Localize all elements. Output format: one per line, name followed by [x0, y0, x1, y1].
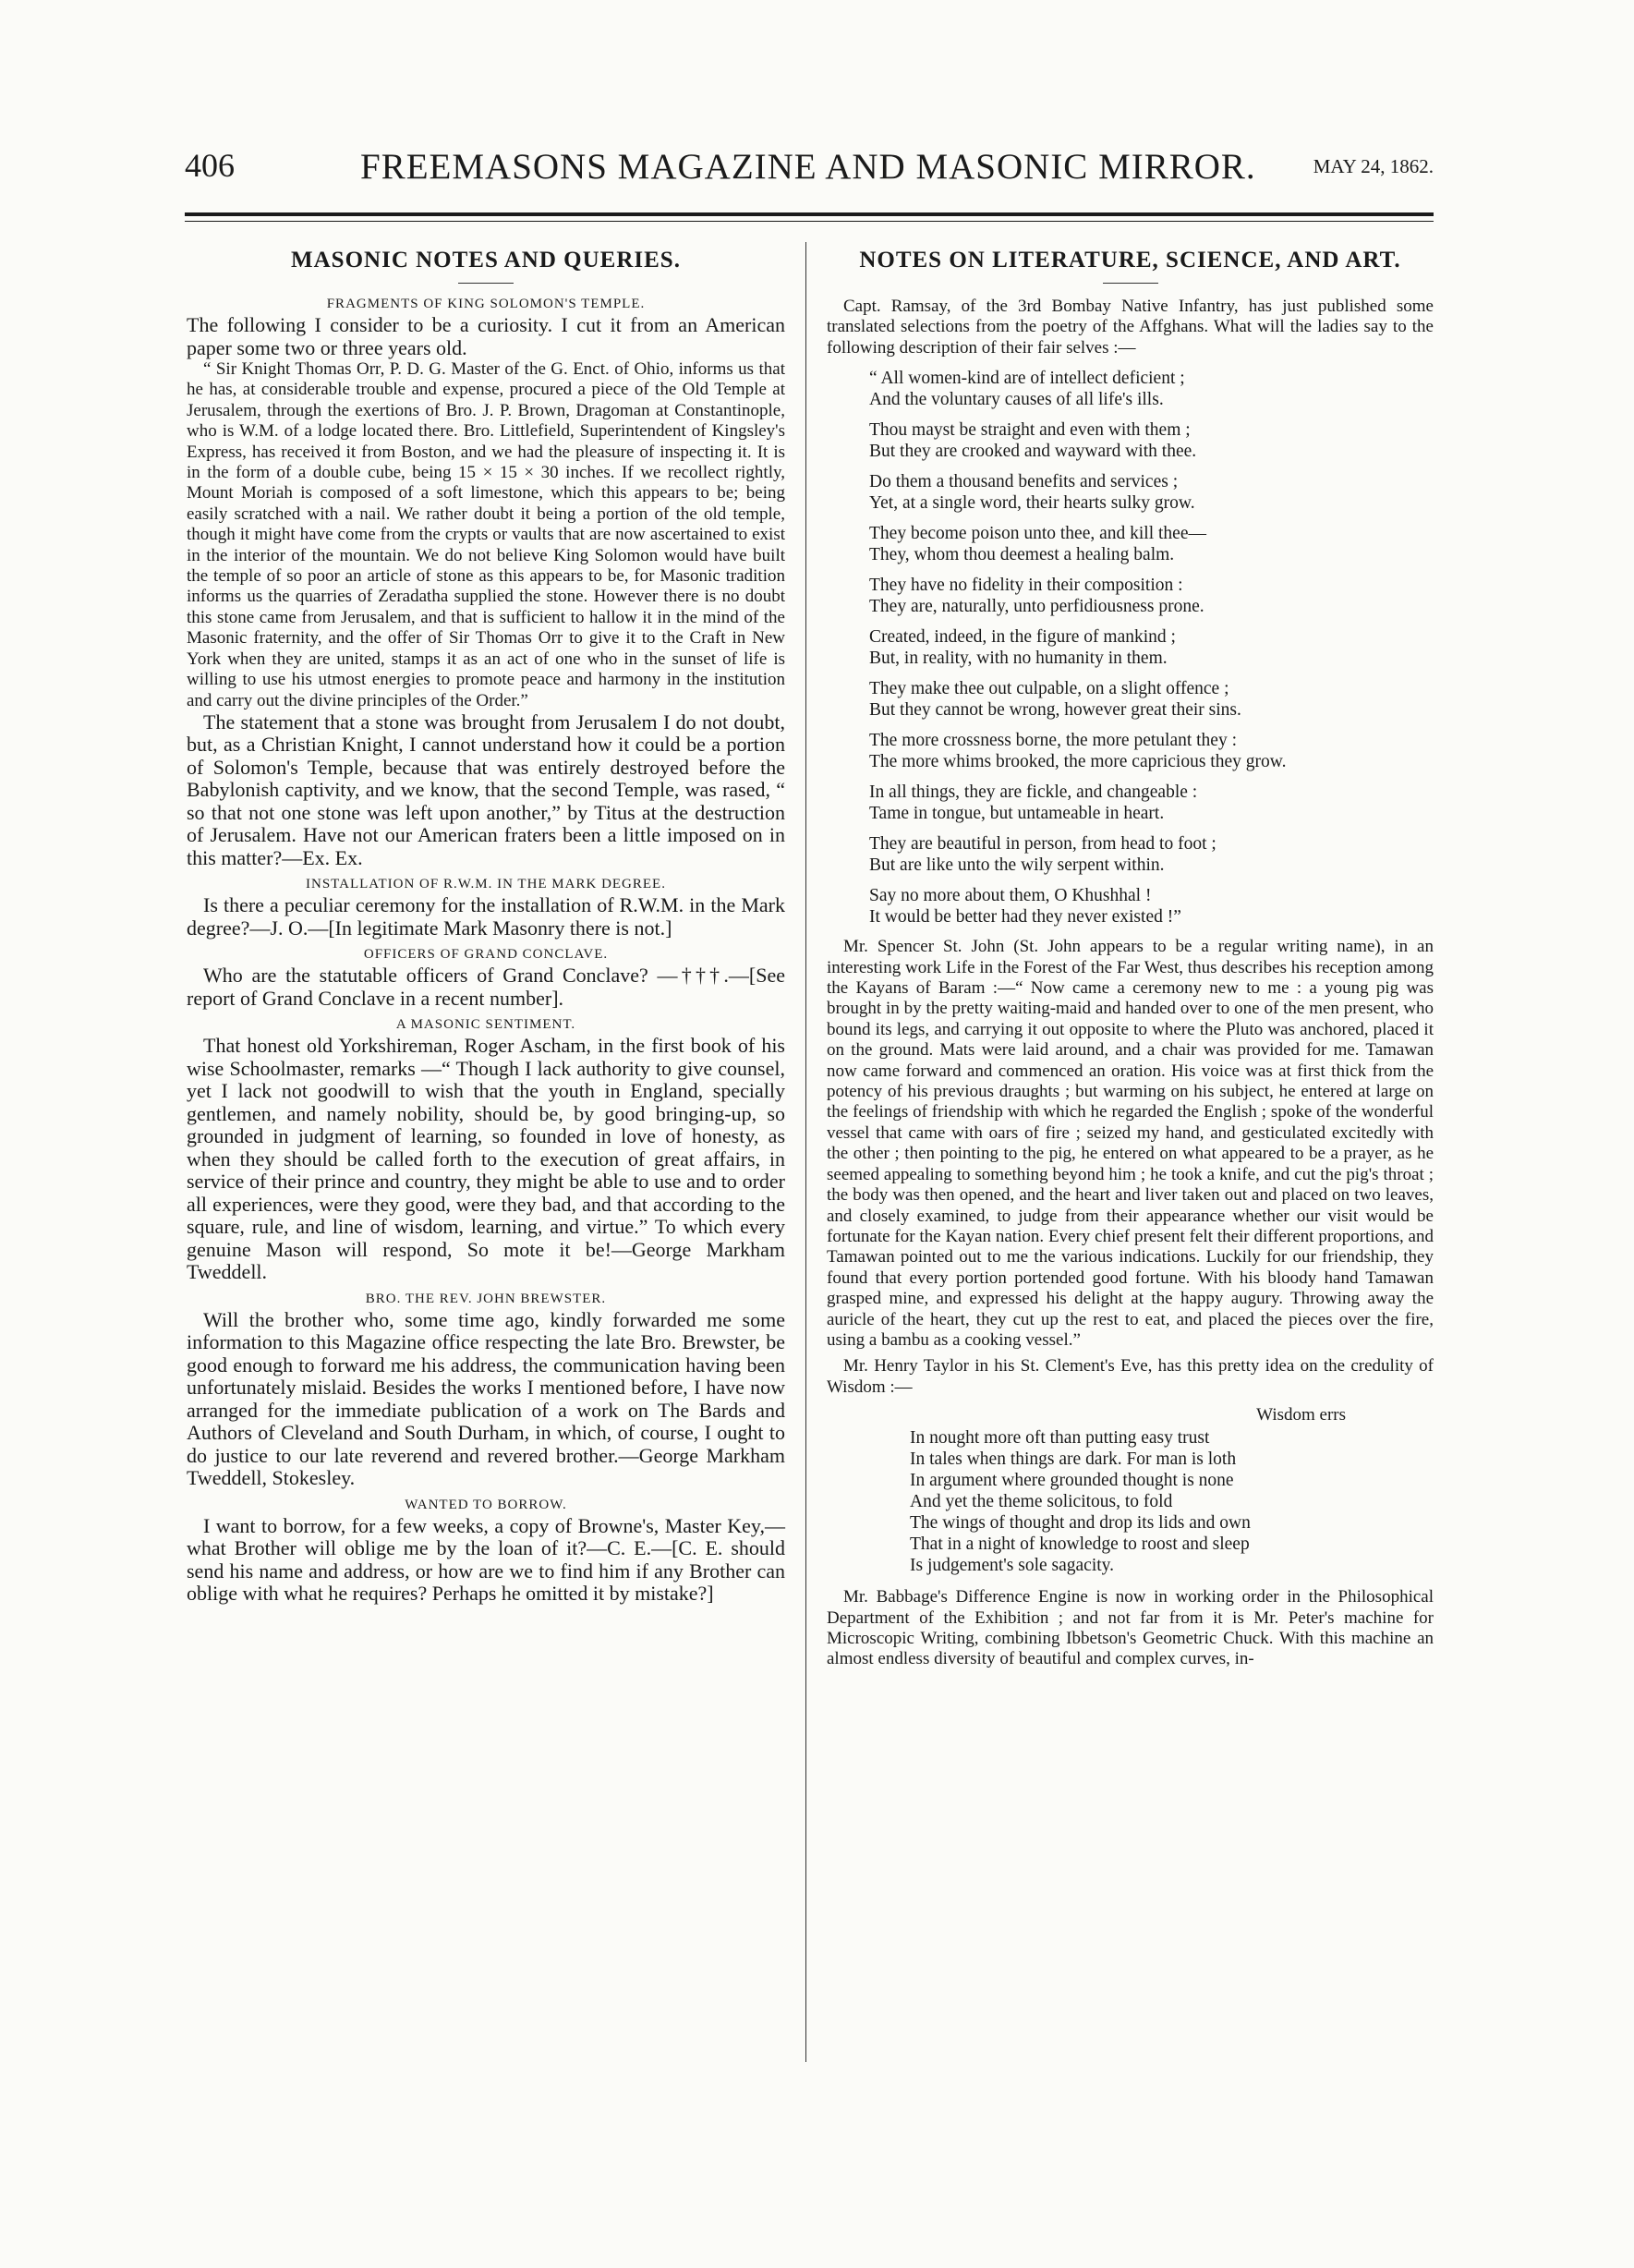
- article-king-solomons-temple: [187, 297, 785, 869]
- article-quote: “ Sir Knight Thomas Orr, P. D. G. Master of the G. Enct. of Ohio, informs us that he has, at considerable trouble and expense, procured a piece of the Old Temple at Jerusalem, through the exertions of Bro. J. P. Brown, Dragoman at Constantinople, who is W.M. of a lodge located there. Bro. Littlefield, Superintendent of Kingsley's Express, has received it from Boston, and we had the pleasure of inspecting it. It is in the form of a double cube, being 15 × 15 × 30 inches. If we recollect rightly, Mount Moriah is composed of a soft limestone, which this appears to be; being easily scratched with a nail. We rather doubt it being a portion of the old temple, though it might have come from the crypts or vaults that are now ascertained to exist in the interior of the mountain. We do not believe King Solomon would have built the temple of so poor an article of stone as this appears to be, for Masonic tradition informs us the quarries of Zeradatha supplied the stone. However there is no doubt this stone came from Jerusalem, and that is sufficient to hallow it in the mind of the Masonic fraternity, and the offer of Sir Thomas Orr to give it to the Craft in New York when they are united, stamps it as an act of one who in the sunset of life is willing to use his utmost energies to promote peace and harmony in the institution and carry out the divine principles of the Order.”: [187, 359, 785, 710]
- poem-line: Do them a thousand benefits and services ;: [869, 472, 1179, 492]
- article-paragraph: Will the brother who, some time ago, kindly forwarded me some information to this Magazine office respecting the late Bro. Brewster, be good enough to forward me his address, the communication having been unfortunately mislaid. Besides the works I mentioned before, I have now arranged for the immediate publication of a work on The Bards and Authors of Cleveland and South Durham, in which, of course, I ought to do justice to our late reverend and revered brother.—George Markham Tweddell, Stokesley.: [187, 1307, 785, 1490]
- poem-line: Created, indeed, in the figure of mankind ;: [869, 627, 1176, 648]
- poem-stanza: [869, 368, 1434, 410]
- page-header: [185, 146, 1434, 201]
- article-wanted-to-borrow: [187, 1498, 785, 1606]
- verse-line: In tales when things are dark. For man is loth: [910, 1449, 1237, 1470]
- article-heading: INSTALLATION OF R.W.M. IN THE MARK DEGREE.: [306, 877, 666, 892]
- wisdom-verse-head: Wisdom errs: [1256, 1405, 1346, 1425]
- verse-line: In nought more oft than putting easy trust: [910, 1428, 1210, 1449]
- poem-stanza: [869, 678, 1434, 721]
- article-masonic-sentiment: [187, 1017, 785, 1284]
- verse-line: In argument where grounded thought is none: [910, 1471, 1234, 1491]
- poem-stanza: [869, 782, 1434, 824]
- article-paragraph: Is there a peculiar ceremony for the installation of R.W.M. in the Mark degree?—J. O.—[In legitimate Mark Masonry there is not.]: [187, 893, 785, 940]
- article-heading: BRO. THE REV. JOHN BREWSTER.: [365, 1291, 607, 1306]
- poem-stanza: [869, 523, 1434, 565]
- poem-stanza: [869, 471, 1434, 514]
- poem-line: Say no more about them, O Khushhal !: [869, 886, 1152, 906]
- poem-line: Tame in tongue, but untameable in heart.: [869, 804, 1165, 824]
- left-column: [187, 248, 785, 1606]
- right-column: [827, 248, 1434, 1670]
- poem-line: The more crossness borne, the more petulant they :: [869, 731, 1238, 751]
- poem-line: “ All women-kind are of intellect deficient ;: [869, 369, 1185, 389]
- title-rule: [1103, 283, 1158, 284]
- article-grand-conclave: [187, 947, 785, 1010]
- article-john-brewster: [187, 1292, 785, 1490]
- article-heading: FRAGMENTS OF KING SOLOMON'S TEMPLE.: [326, 297, 646, 311]
- poem-stanza: [869, 575, 1434, 617]
- affghan-poem: [869, 368, 1434, 928]
- intro-paragraph: Capt. Ramsay, of the 3rd Bombay Native Infantry, has just published some translated selections from the poetry of the Affghans. What will the ladies say to the following description of their fair selves :—: [827, 297, 1434, 358]
- poem-line: But they cannot be wrong, however great their sins.: [869, 700, 1241, 721]
- poem-line: They, whom thou deemest a healing balm.: [869, 545, 1175, 565]
- page-number: 406: [185, 147, 235, 184]
- poem-line: It would be better had they never existed !”: [869, 907, 1181, 928]
- masthead-title: FREEMASONS MAGAZINE AND MASONIC MIRROR.: [360, 147, 1256, 187]
- babbage-paragraph: Mr. Babbage's Difference Engine is now in working order in the Philosophical Department of the Exhibition ; and not far from it is Mr. Peter's machine for Microscopic Writing, combining Ibbetson's Geometric Chuck. With this machine an almost endless diversity of beautiful and complex curves, in-: [827, 1587, 1434, 1669]
- poem-line: But are like unto the wily serpent within.: [869, 855, 1165, 876]
- header-rule-thin: [185, 221, 1434, 222]
- section-title-literature: NOTES ON LITERATURE, SCIENCE, AND ART.: [859, 248, 1401, 273]
- article-heading: WANTED TO BORROW.: [405, 1497, 567, 1512]
- poem-line: Yet, at a single word, their hearts sulky grow.: [869, 493, 1195, 514]
- header-rule-thick: [185, 212, 1434, 216]
- poem-line: But they are crooked and wayward with thee.: [869, 442, 1197, 462]
- poem-stanza: [869, 730, 1434, 772]
- column-divider: [805, 242, 806, 2062]
- stjohn-paragraph: Mr. Spencer St. John (St. John appears to be a regular writing name), in an interesting work Life in the Forest of the Far West, thus describes his reception among the Kayans of Baram :—“ Now came a ceremony new to me : a young pig was brought in by the pretty waiting-maid and handed over to one of the men present, who bound its legs, and carrying it out opposite to where the Pluto was anchored, placed it on the ground. Mats were laid around, and a chair was provided for me. Tamawan now came forward and commenced an oration. His voice was at first thick from the potency of his previous draughts ; but warming on his subject, he entered at large on the feelings of friendship with which he regarded the English ; spoke of the wonderful vessel that came with oars of fire ; seized my hand, and gesticulated excitedly with the other ; then pointing to the pig, he entered on what appeared to be a prayer, as he seemed appealing to something beyond him ; he took a knife, and cut the pig's throat ; the body was then opened, and the heart and liver taken out and placed on two leaves, and closely examined, to judge from their appearance whether our visit would be fortunate for the Kayan nation. Every chief present felt their different proportions, and Tamawan pointed out to me the various indications. Luckily for our friendship, they found that every portion portended good fortune. With his bloody hand Tamawan grasped mine, and expressed his delight at the happy augury. Throwing away the auricle of the heart, they cut up the rest to eat, and placed the pieces over the fire, using a bambu as a cooking vessel.”: [827, 937, 1434, 1350]
- poem-stanza: [869, 419, 1434, 462]
- verse-line: That in a night of knowledge to roost and sleep: [910, 1534, 1250, 1555]
- verse-line: And yet the theme solicitous, to fold: [910, 1492, 1173, 1512]
- taylor-paragraph: Mr. Henry Taylor in his St. Clement's Eve, has this pretty idea on the credulity of Wisdom :—: [827, 1356, 1434, 1397]
- verse-line: The wings of thought and drop its lids and own: [910, 1513, 1251, 1534]
- verse-line: Is judgement's sole sagacity.: [910, 1556, 1115, 1576]
- article-paragraph: I want to borrow, for a few weeks, a copy of Browne's, Master Key,—what Brother will oblige me by the loan of it?—C. E.—[C. E. should send his name and address, or how are we to find him if any Brother can oblige with what he requires? Perhaps he omitted it by mistake?]: [187, 1513, 785, 1606]
- poem-line: The more whims brooked, the more capricious they grow.: [869, 752, 1287, 772]
- poem-stanza: [869, 833, 1434, 876]
- poem-line: They make thee out culpable, on a slight offence ;: [869, 679, 1229, 699]
- poem-stanza: [869, 626, 1434, 669]
- article-paragraph: Who are the statutable officers of Grand Conclave? —†††.—[See report of Grand Conclave in a recent number].: [187, 964, 785, 1010]
- article-paragraph: The following I consider to be a curiosity. I cut it from an American paper some two or three years old.: [187, 313, 785, 359]
- article-paragraph: That honest old Yorkshireman, Roger Ascham, in the first book of his wise Schoolmaster, remarks —“ Though I lack authority to give counsel, yet I lack not goodwill to wish that the youth in England, specially gentlemen, and namely nobility, should be, by good bringing-up, so grounded in judgment of learning, so founded in love of honesty, as when they should be called forth to the execution of great affairs, in service of their prince and country, they might be able to use and to order all experiences, were they good, were they bad, and that according to the square, rule, and line of wisdom, learning, and virtue.” To which every genuine Mason will respond, So mote it be!—George Markham Tweddell.: [187, 1034, 785, 1284]
- poem-line: But, in reality, with no humanity in them.: [869, 649, 1168, 669]
- article-heading: A MASONIC SENTIMENT.: [395, 1017, 576, 1033]
- poem-line: They are, naturally, unto perfidiousness prone.: [869, 597, 1204, 617]
- poem-stanza: [869, 885, 1434, 928]
- poem-line: And the voluntary causes of all life's ills.: [869, 390, 1164, 410]
- wisdom-verse: [910, 1427, 1434, 1576]
- poem-line: Thou mayst be straight and even with them ;: [869, 420, 1191, 441]
- poem-line: They are beautiful in person, from head to foot ;: [869, 834, 1216, 855]
- poem-line: They have no fidelity in their composition :: [869, 576, 1183, 596]
- issue-date: MAY 24, 1862.: [1313, 155, 1434, 177]
- title-rule: [458, 283, 514, 284]
- section-title-masonic-notes: MASONIC NOTES AND QUERIES.: [291, 248, 681, 273]
- poem-line: They become poison unto thee, and kill thee—: [869, 524, 1206, 544]
- article-installation-rwm: [187, 877, 785, 940]
- article-paragraph: The statement that a stone was brought from Jerusalem I do not doubt, but, as a Christian Knight, I cannot understand how it could be a portion of Solomon's Temple, because that was entirely destroyed before the Babylonish captivity, and we know, that the second Temple, was rased, “ so that not one stone was left upon another,” by Titus at the destruction of Jerusalem. Have not our American fraters been a little imposed on in this matter?—Ex. Ex.: [187, 710, 785, 869]
- article-heading: OFFICERS OF GRAND CONCLAVE.: [363, 947, 609, 963]
- poem-line: In all things, they are fickle, and changeable :: [869, 782, 1198, 803]
